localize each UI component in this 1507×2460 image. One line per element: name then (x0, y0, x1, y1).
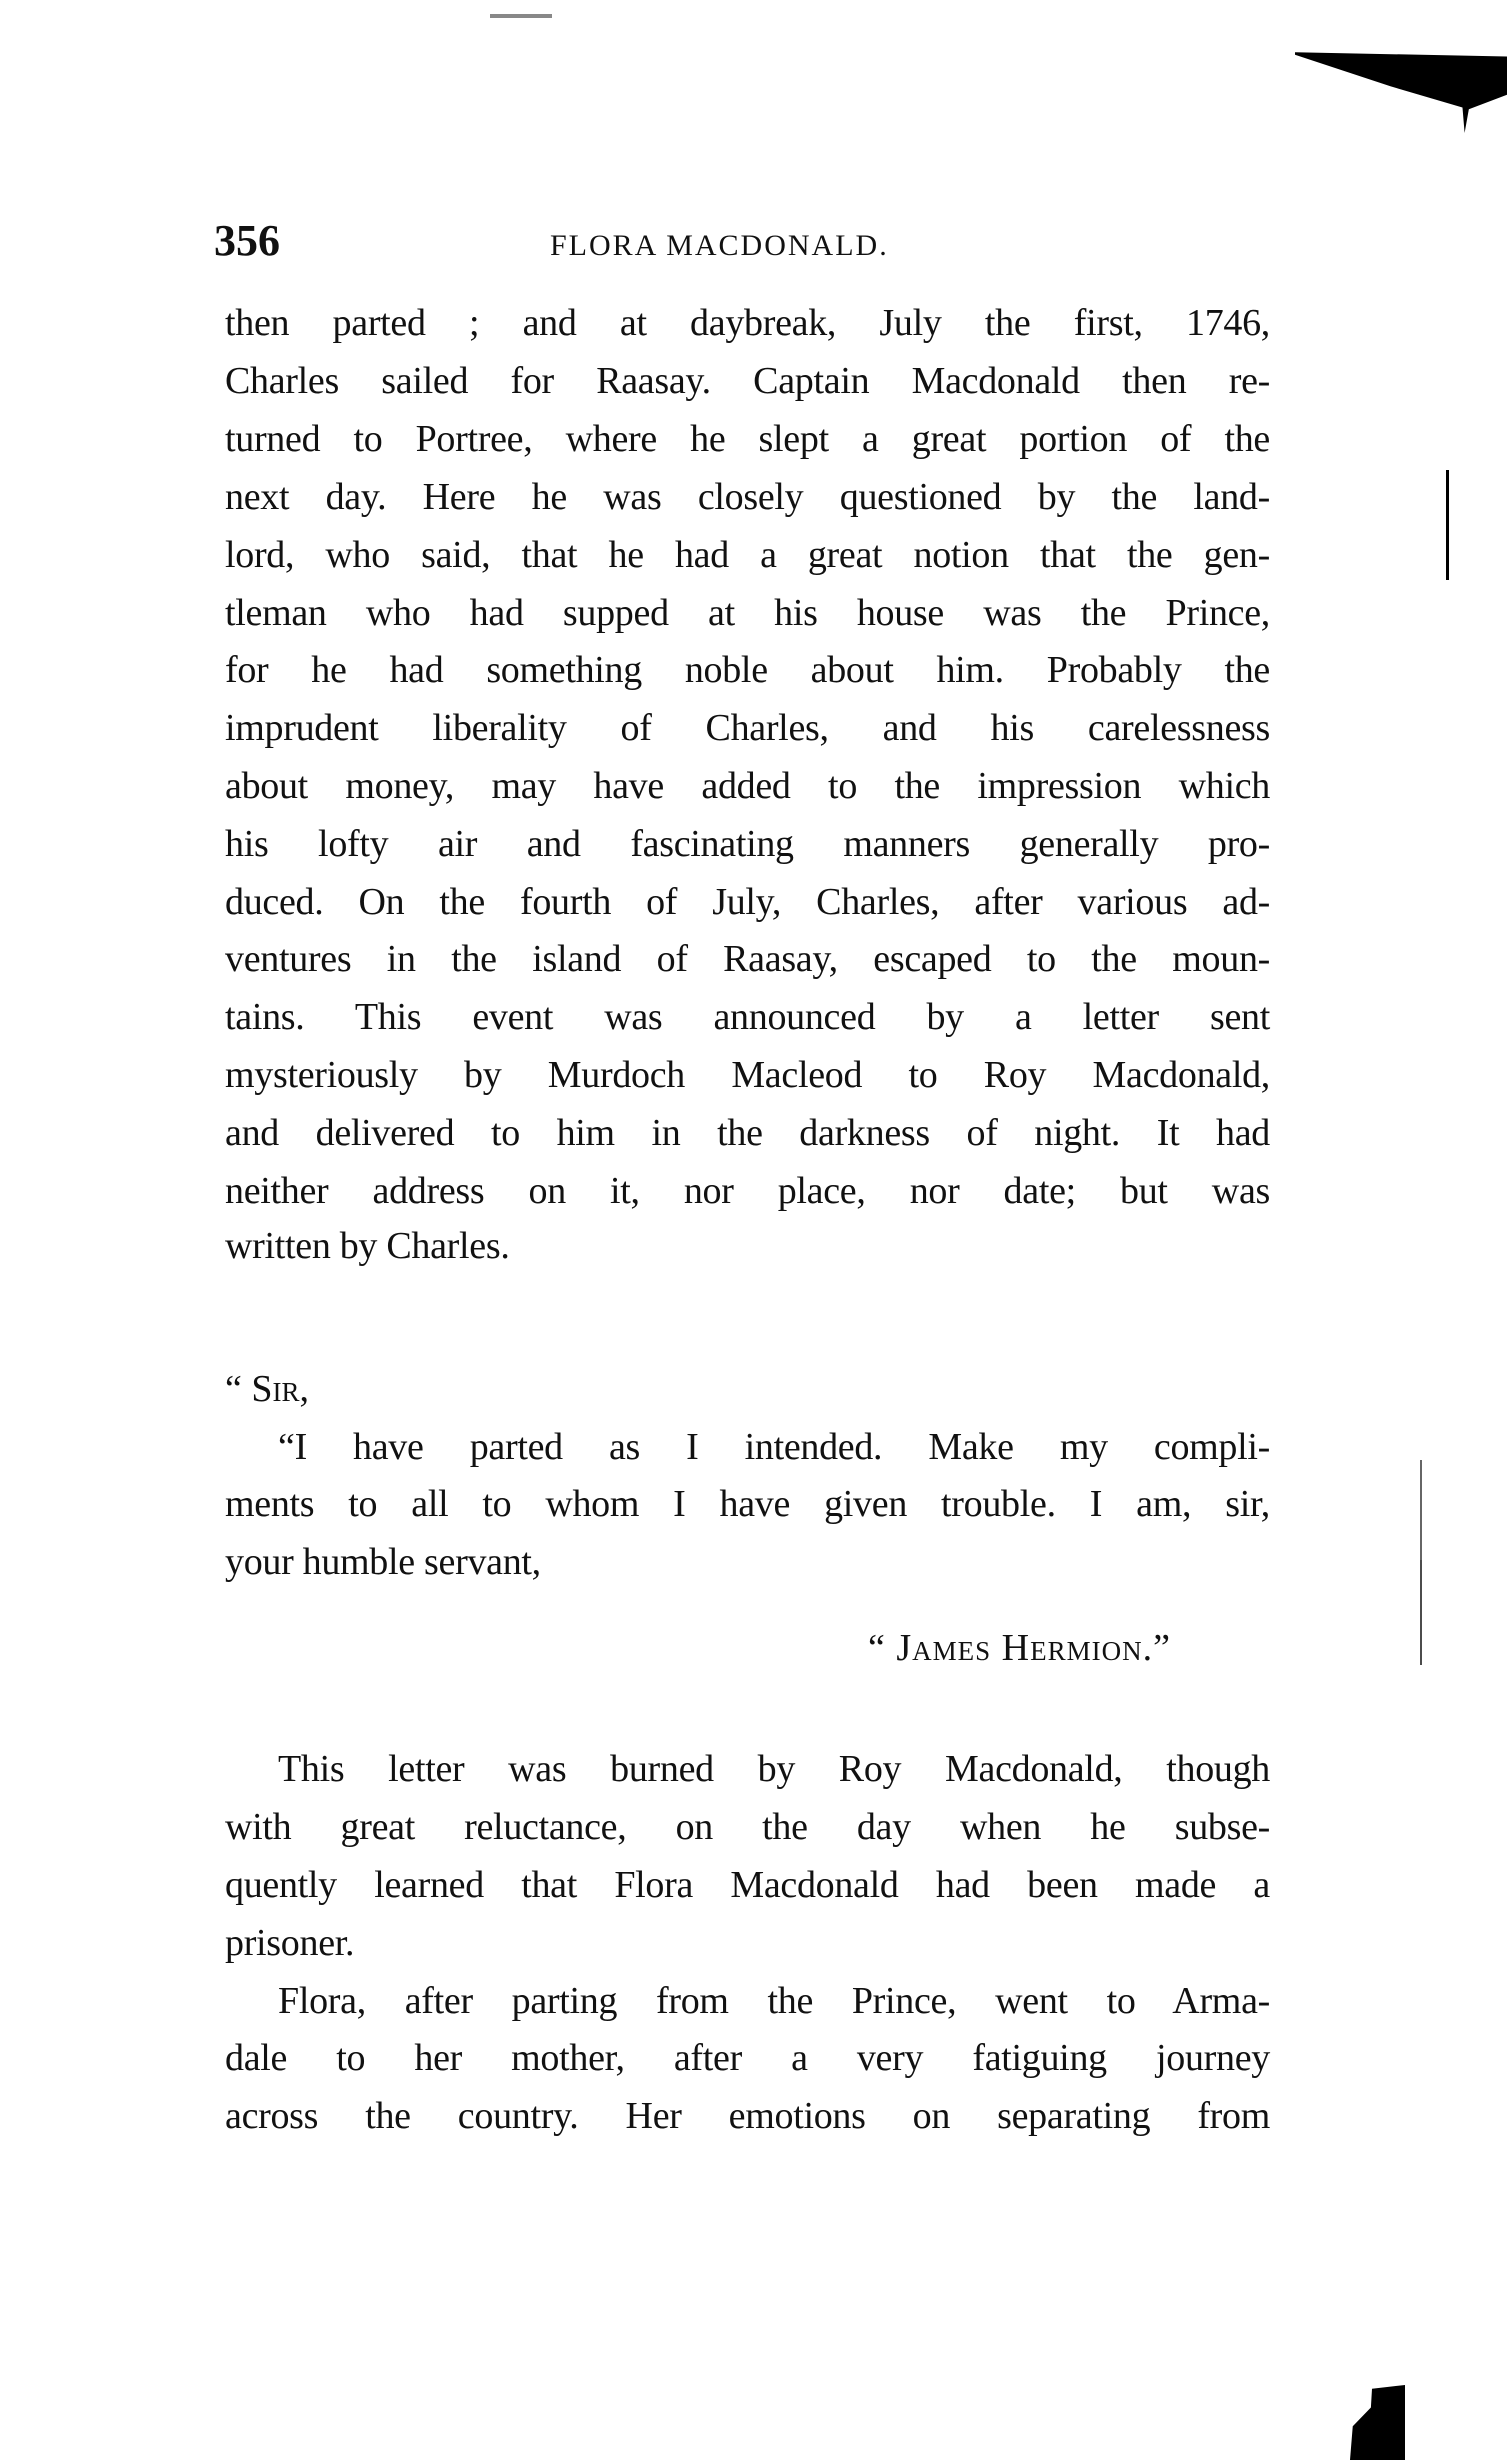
text-line: Flora, after parting from the Prince, went to Arma- (278, 1980, 1270, 2022)
text-line: duced. On the fourth of July, Charles, after various ad- (225, 881, 1270, 923)
page-number: 356 (214, 216, 280, 265)
text-line: with great reluctance, on the day when he subse- (225, 1806, 1270, 1848)
text-line: quently learned that Flora Macdonald had been made a (225, 1864, 1270, 1906)
scan-smudge-top (490, 14, 552, 18)
running-head: FLORA MACDONALD. (550, 229, 889, 262)
text-line: tleman who had supped at his house was the Prince, (225, 592, 1270, 634)
scan-artifact-bottom-right (1350, 2385, 1405, 2460)
text-line: and delivered to him in the darkness of night. It had (225, 1112, 1270, 1154)
text-line: his lofty air and fascinating manners generally pro- (225, 823, 1270, 865)
text-line: neither address on it, nor place, nor date; but was (225, 1170, 1270, 1212)
text-line: next day. Here he was closely questioned by the land- (225, 476, 1270, 518)
text-line: dale to her mother, after a very fatiguing journey (225, 2037, 1270, 2079)
text-line: then parted ; and at daybreak, July the first, 1746, (225, 302, 1270, 344)
scan-artifact-top-right (1295, 48, 1507, 133)
text-line: turned to Portree, where he slept a great portion of the (225, 418, 1270, 460)
text-line: for he had something noble about him. Probably the (225, 649, 1270, 691)
text-line: about money, may have added to the impression which (225, 765, 1270, 807)
text-line: tains. This event was announced by a letter sent (225, 996, 1270, 1038)
text-line: imprudent liberality of Charles, and his carelessness (225, 707, 1270, 749)
scan-artifact-margin-line (1420, 1560, 1422, 1665)
letter-line: “I have parted as I intended. Make my compli- (278, 1426, 1270, 1468)
text-line: across the country. Her emotions on separating from (225, 2095, 1270, 2137)
scan-artifact-margin-line (1420, 1460, 1422, 1560)
letter-line: your humble servant, (225, 1541, 541, 1583)
scan-artifact-margin-line (1446, 470, 1449, 580)
text-line: ventures in the island of Raasay, escaped to the moun- (225, 938, 1270, 980)
text-line: prisoner. (225, 1922, 355, 1964)
text-line: mysteriously by Murdoch Macleod to Roy Macdonald, (225, 1054, 1270, 1096)
letter-salutation: “ Sir, (225, 1368, 309, 1410)
text-line: lord, who said, that he had a great notion that the gen- (225, 534, 1270, 576)
text-line: This letter was burned by Roy Macdonald, though (278, 1748, 1270, 1790)
text-line: Charles sailed for Raasay. Captain Macdonald then re- (225, 360, 1270, 402)
letter-signature: “ James Hermion.” (868, 1627, 1171, 1669)
text-line: written by Charles. (225, 1225, 510, 1267)
letter-line: ments to all to whom I have given trouble. I am, sir, (225, 1483, 1270, 1525)
